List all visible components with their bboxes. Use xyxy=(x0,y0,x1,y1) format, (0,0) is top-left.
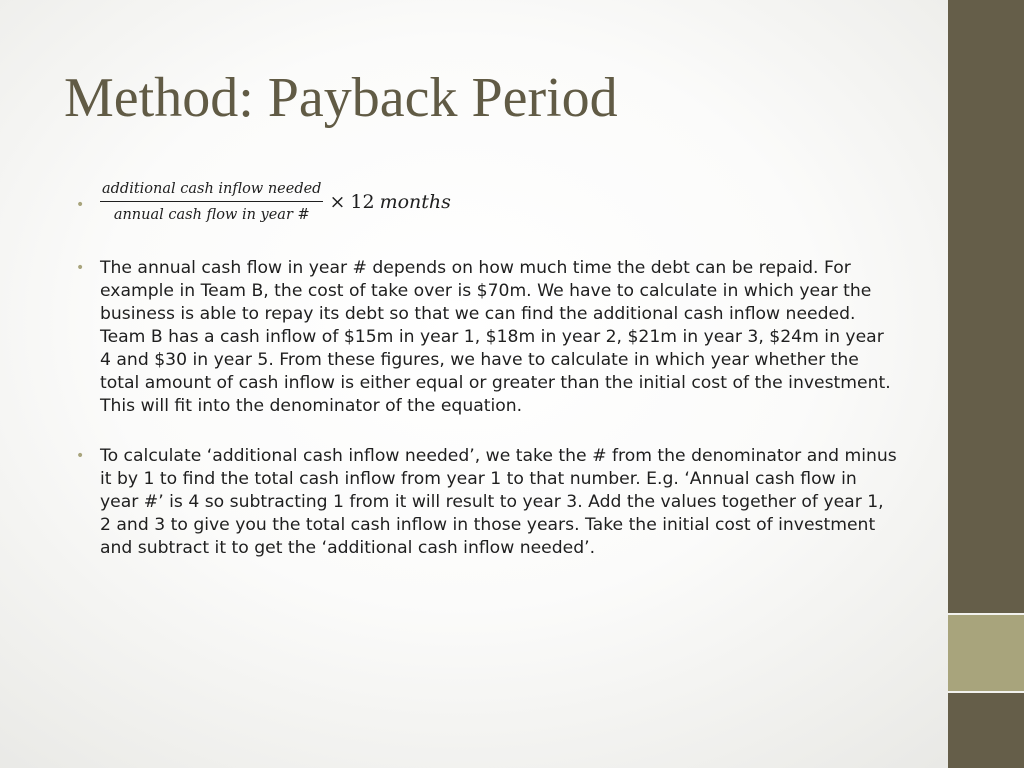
bullet-list xyxy=(76,180,898,560)
slide-title: Method: Payback Period xyxy=(64,67,618,129)
bullet-dot-icon: • xyxy=(76,448,85,464)
formula-unit: months xyxy=(379,190,451,213)
payback-formula xyxy=(100,180,451,224)
bullet-text: To calculate ‘additional cash inflow needed’, we take the # from the denominator and minus it by 1 to find the total cash inflow from year 1 to that number. E.g. ‘Annual cash flow in year #’ is 4 so subtracting 1 from it will result to year 3. Add the values together of year 1, 2 and 3 to give you the total cash inflow in those years. Take the initial cost of investment and subtract it to get the ‘additional cash inflow needed’. xyxy=(100,446,897,558)
formula-denominator: annual cash flow in year # xyxy=(113,207,310,223)
side-divider-bottom xyxy=(948,691,1024,693)
bullet-item-annual-cash-flow xyxy=(76,257,898,418)
formula-bullet xyxy=(76,180,898,230)
formula-fraction xyxy=(100,180,323,224)
side-accent-block xyxy=(948,615,1024,691)
bullet-dot-icon: • xyxy=(76,197,85,213)
formula-numerator: additional cash inflow needed xyxy=(102,181,322,197)
bullet-item-additional-inflow xyxy=(76,445,898,560)
formula-multiplier: 12 xyxy=(350,190,375,213)
bullet-text: The annual cash flow in year # depends on how much time the debt can be repaid. For example in Team B, the cost of take over is $70m. We have to calculate in which year the business is able to repay its debt so that we can find the additional cash inflow needed. Team B has a cash inflow of $15m in year 1, $18m in year 2, $21m in year 3, $24m in year 4 and $30 in year 5. From these figures, we have to calculate in which year whether the total amount of cash inflow is either equal or greater than the initial cost of the investment. This will fit into the denominator of the equation. xyxy=(100,258,891,416)
bullet-dot-icon: • xyxy=(76,260,85,276)
formula-operator: × xyxy=(329,190,346,213)
